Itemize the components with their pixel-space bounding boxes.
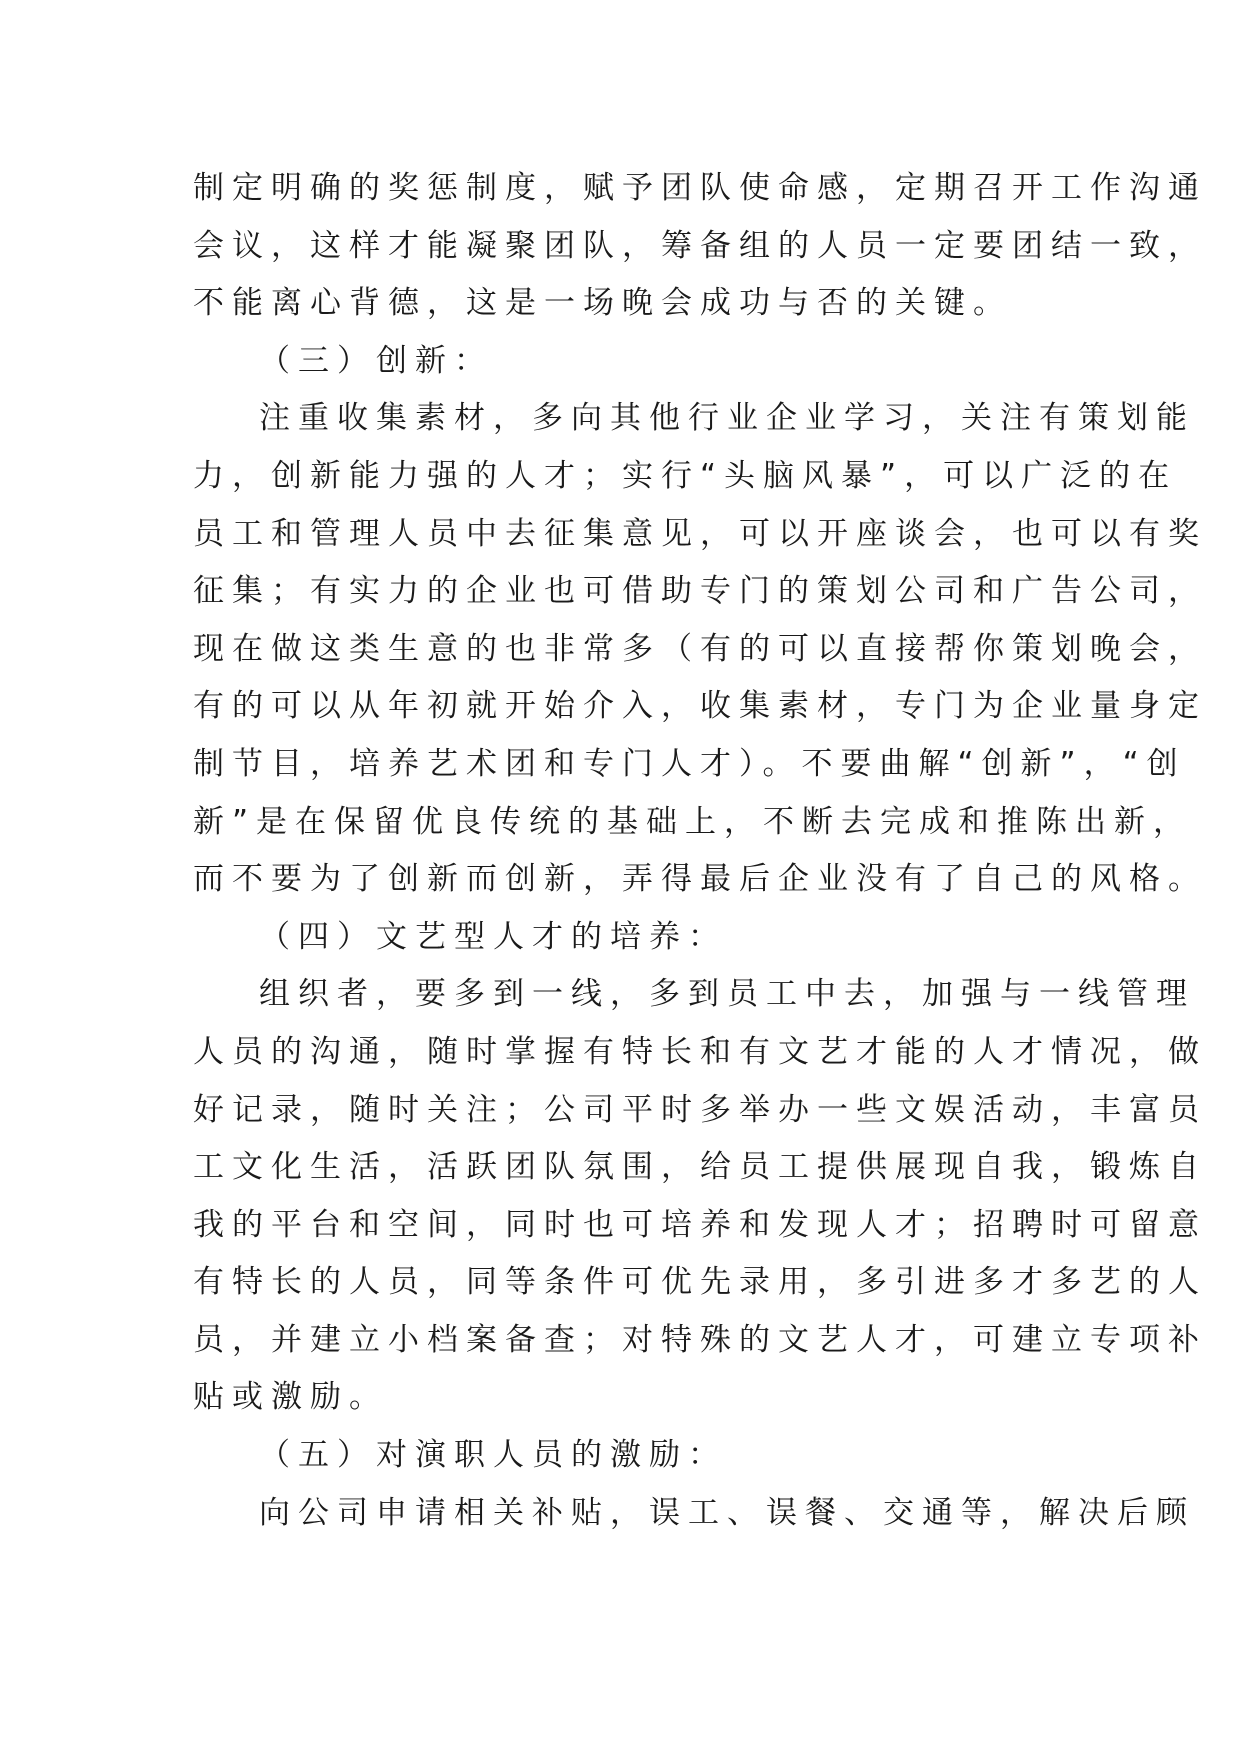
text-line: 员，并建立小档案备查；对特殊的文艺人才，可建立专项补 — [193, 1321, 1207, 1358]
text-line: 现在做这类生意的也非常多（有的可以直接帮你策划晚会， — [193, 630, 1207, 667]
section-heading: （三）创新： — [259, 342, 493, 379]
text-line: 制定明确的奖惩制度，赋予团队使命感，定期召开工作沟通 — [193, 170, 1207, 206]
text-line: 人员的沟通，随时掌握有特长和有文艺才能的人才情况，做 — [193, 1033, 1207, 1070]
text-line: 注重收集素材，多向其他行业企业学习，关注有策划能 — [259, 400, 1195, 437]
text-line: 制节目，培养艺术团和专门人才）。不要曲解“创新”，“创 — [193, 745, 1186, 782]
text-line: 向公司申请相关补贴，误工、误餐、交通等，解决后顾 — [259, 1494, 1195, 1531]
section-heading: （五）对演职人员的激励： — [259, 1437, 727, 1474]
body-text — [193, 160, 1207, 1542]
text-line: 会议，这样才能凝聚团队，筹备组的人员一定要团结一致， — [193, 227, 1207, 264]
text-line: 不能离心背德，这是一场晚会成功与否的关键。 — [193, 285, 1012, 322]
text-line: 员工和管理人员中去征集意见，可以开座谈会，也可以有奖 — [193, 515, 1207, 552]
text-line: 有的可以从年初就开始介入，收集素材，专门为企业量身定 — [193, 688, 1207, 725]
text-line: 而不要为了创新而创新，弄得最后企业没有了自己的风格。 — [193, 861, 1207, 898]
text-line: 有特长的人员，同等条件可优先录用，多引进多才多艺的人 — [193, 1264, 1207, 1301]
text-line: 工文化生活，活跃团队氛围，给员工提供展现自我，锻炼自 — [193, 1149, 1207, 1186]
text-line: 好记录，随时关注；公司平时多举办一些文娱活动，丰富员 — [193, 1091, 1207, 1128]
text-line: 力，创新能力强的人才；实行“头脑风暴”，可以广泛的在 — [193, 457, 1178, 494]
text-line: 新”是在保留优良传统的基础上，不断去完成和推陈出新， — [193, 803, 1193, 840]
text-line: 征集；有实力的企业也可借助专门的策划公司和广告公司， — [193, 573, 1207, 610]
section-heading: （四）文艺型人才的培养： — [259, 918, 727, 955]
text-line: 我的平台和空间，同时也可培养和发现人才；招聘时可留意 — [193, 1206, 1207, 1243]
text-line: 贴或激励。 — [193, 1379, 388, 1416]
text-line: 组织者，要多到一线，多到员工中去，加强与一线管理 — [259, 976, 1195, 1013]
